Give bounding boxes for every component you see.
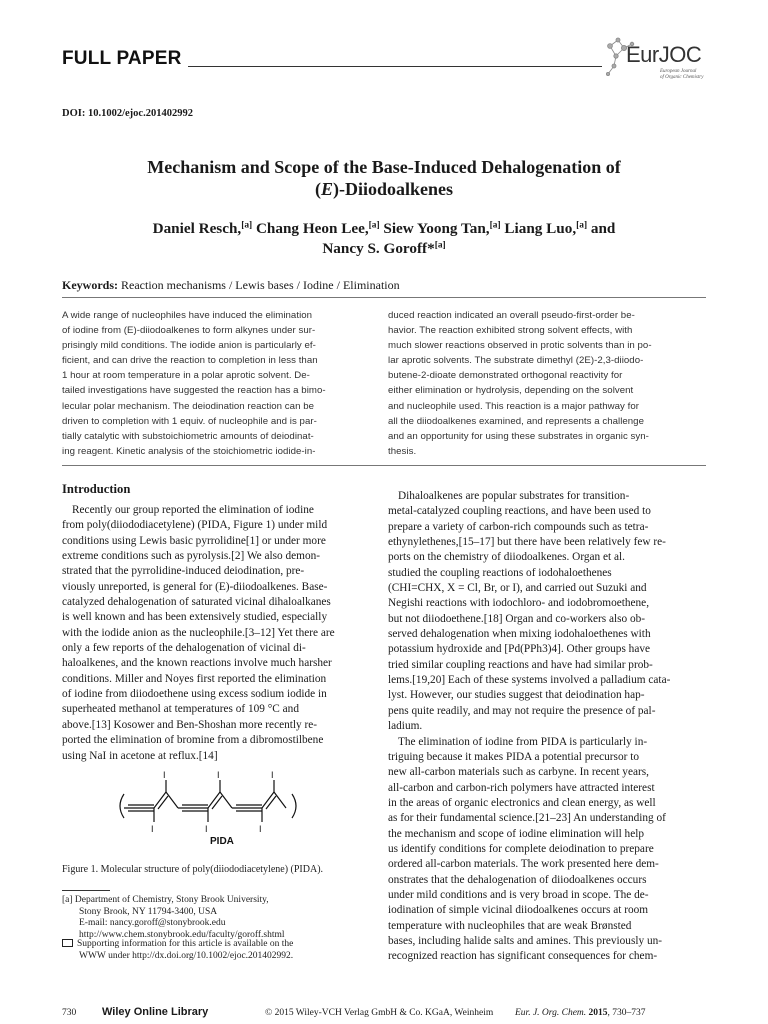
footnote-line: WWW under http://dx.doi.org/10.1002/ejoc.201402992. bbox=[79, 950, 294, 961]
abstract-line: 1 hour at room temperature in a polar aprotic solvent. De- bbox=[62, 370, 310, 382]
title-line bbox=[80, 178, 688, 200]
abstract-line: all the diiodoalkenes examined, and represents a challenge bbox=[388, 415, 644, 427]
body-line: Recently our group reported the elimination of iodine bbox=[72, 504, 314, 516]
body-line: lems.[19,20] Each of these systems involved a palladium cata- bbox=[388, 674, 671, 687]
header-rule bbox=[188, 66, 602, 67]
iodine-atom-label: I bbox=[205, 824, 208, 834]
body-line: extreme conditions such as pyrolysis.[2] We also demon- bbox=[62, 550, 321, 563]
abstract-line: ing reagent. Kinetic analysis of the stoichiometric iodide-in- bbox=[62, 445, 316, 457]
body-line: with the iodide anion as the nucleophile.[3–12] Yet there are bbox=[62, 626, 335, 639]
title-part-italic: E bbox=[320, 179, 333, 199]
journal-year: 2015 bbox=[588, 1008, 608, 1018]
body-line: the mechanism and scope of iodine elimination will help bbox=[388, 827, 645, 840]
body-line: conditions using Lewis basic pyrrolidine[1] or under more bbox=[62, 534, 326, 547]
body-line: ladium. bbox=[388, 720, 423, 733]
logo-subtitle bbox=[660, 69, 703, 81]
body-line: The elimination of iodine from PIDA is particularly in- bbox=[398, 735, 648, 748]
body-line: in the areas of organic electronics and clean energy, as well bbox=[388, 796, 656, 809]
body-line: but not diiodoethene.[18] Organ and co-workers also ob- bbox=[388, 612, 646, 625]
computer-icon bbox=[62, 939, 73, 947]
body-line: is well known and has been extensively studied, especially bbox=[62, 611, 328, 624]
abstract-line: prisingly mild conditions. The iodide anion is particularly ef- bbox=[62, 340, 316, 352]
left-bracket bbox=[120, 794, 124, 818]
body-line: triguing because it makes PIDA a potential precursor to bbox=[388, 750, 639, 763]
abstract-line: havior. The reaction exhibited strong solvent effects, with bbox=[388, 325, 633, 337]
body-line: under mild conditions and is very broad in scope. The de- bbox=[388, 888, 649, 901]
body-line: Dihaloalkenes are popular substrates for transition- bbox=[398, 490, 630, 502]
title-part: )-Diiodoalkenes bbox=[333, 179, 454, 199]
body-line: Negishi reactions with iodochloro- and iodobromoethene, bbox=[388, 597, 650, 610]
footnote-line: E-mail: nancy.goroff@stonybrook.edu bbox=[79, 918, 226, 929]
author-affiliation-marker: [a] bbox=[489, 220, 501, 231]
abstract-line: ficient, and can drive the reaction to completion in less than bbox=[62, 355, 318, 367]
polymer-backbone bbox=[120, 780, 296, 822]
body-line: temperature with nucleophiles that are weak Brønsted bbox=[388, 919, 632, 932]
iodine-atom-label: I bbox=[163, 770, 166, 780]
author-conjunction: and bbox=[590, 220, 616, 237]
wiley-online-library: Wiley Online Library bbox=[102, 1006, 209, 1018]
author-line bbox=[80, 239, 688, 259]
abstract-left-column bbox=[62, 308, 374, 459]
author-name: Chang Heon Lee, bbox=[255, 220, 369, 237]
body-left-column bbox=[62, 503, 374, 764]
abstract-line: much slower reactions observed in protic solvents than in po- bbox=[388, 340, 652, 352]
footnote-rule bbox=[62, 890, 110, 891]
body-line: metal-catalyzed coupling reactions, and have been used to bbox=[388, 505, 651, 518]
author-name: Nancy S. Goroff* bbox=[322, 240, 435, 257]
abstract-top-rule bbox=[62, 297, 706, 298]
footnote-text: Supporting information for this article is available on the bbox=[77, 939, 294, 949]
affiliation-footnote bbox=[62, 895, 378, 941]
journal-name: Eur. J. Org. Chem. bbox=[515, 1008, 587, 1018]
body-line: all-carbon and carbon-rich polymers have attracted interest bbox=[388, 781, 655, 794]
author-list bbox=[80, 219, 688, 259]
body-line: conditions. Miller and Noyes first reported the elimination bbox=[62, 672, 327, 685]
logo-subtitle-line: of Organic Chemistry bbox=[660, 75, 704, 80]
body-line: ports on the chemistry of diiodoalkenes. Organ et al. bbox=[388, 551, 625, 564]
body-line: new all-carbon materials such as carbyne. In recent years, bbox=[388, 766, 649, 779]
abstract-right-column bbox=[388, 308, 700, 459]
journal-citation bbox=[515, 1008, 646, 1018]
author-name: Daniel Resch, bbox=[152, 220, 242, 237]
body-line: lyst. However, our studies suggest that deiodination hap- bbox=[388, 689, 645, 702]
body-line: haloalkenes, and the known reactions involve much harsher bbox=[62, 657, 332, 670]
author-affiliation-marker: [a] bbox=[576, 220, 588, 231]
abstract-line: butene-2-dioate demonstrated orthogonal reactivity for bbox=[388, 370, 623, 382]
article-title bbox=[80, 156, 688, 200]
footnote-line bbox=[62, 895, 378, 907]
abstract-line: A wide range of nucleophiles have induced the elimination bbox=[62, 310, 313, 321]
keywords-text: Reaction mechanisms / Lewis bases / Iodine / Elimination bbox=[121, 278, 400, 292]
body-line: potassium hydroxide and [Pd(PPh3)4]. Other groups have bbox=[388, 643, 650, 656]
journal-logo bbox=[602, 30, 714, 88]
body-right-column bbox=[388, 489, 700, 965]
footnote-line bbox=[62, 939, 378, 951]
title-line: Mechanism and Scope of the Base-Induced Dehalogenation of bbox=[147, 157, 621, 177]
author-affiliation-marker: [a] bbox=[434, 240, 446, 251]
section-label: FULL PAPER bbox=[62, 48, 182, 69]
abstract-line: either elimination or hydrolysis, depending on the solvent bbox=[388, 385, 634, 397]
body-line: superheated methanol at temperatures of 109 °C and bbox=[62, 703, 299, 716]
iodine-atom-label: I bbox=[259, 824, 262, 834]
body-line: strated that the pyrrolidine-induced deiodination, pre- bbox=[62, 565, 305, 578]
body-line: recognized reaction has significant consequences for chem- bbox=[388, 950, 658, 963]
keywords-label: Keywords: bbox=[62, 278, 118, 292]
keywords bbox=[62, 278, 400, 293]
body-line: prepare a variety of carbon-rich compounds such as tetra- bbox=[388, 520, 649, 533]
journal-pages: , 730–737 bbox=[607, 1008, 646, 1018]
pida-label: PIDA bbox=[210, 836, 234, 846]
page-number: 730 bbox=[62, 1008, 77, 1018]
abstract-line: tially catalytic with substoichiometric amounts of deiodinat- bbox=[62, 430, 314, 442]
body-line: studied the coupling reactions of iodohaloethenes bbox=[388, 566, 612, 579]
abstract-bottom-rule bbox=[62, 465, 706, 466]
body-line: only a few reports of the dehalogenation of vicinal di- bbox=[62, 642, 306, 655]
author-affiliation-marker: [a] bbox=[368, 220, 380, 231]
copyright: © 2015 Wiley-VCH Verlag GmbH & Co. KGaA, Weinheim bbox=[265, 1008, 494, 1018]
iodine-atom-label: I bbox=[151, 824, 154, 834]
abstract-line: and an opportunity for using these substrates in organic syn- bbox=[388, 430, 649, 442]
figure-caption: Figure 1. Molecular structure of poly(diiododiacetylene) (PIDA). bbox=[62, 864, 324, 875]
pida-structure-figure bbox=[110, 770, 330, 846]
footnote-text: Department of Chemistry, Stony Brook University, bbox=[74, 895, 269, 905]
logo-wordmark: EurJOC bbox=[626, 42, 702, 67]
author-affiliation-marker: [a] bbox=[241, 220, 253, 231]
author-name: Siew Yoong Tan, bbox=[383, 220, 490, 237]
body-line: iodination of simple vicinal diiodoalkenes occurs at room bbox=[388, 904, 649, 917]
title-part: ( bbox=[314, 179, 321, 199]
body-line: onstrates that the dehalogenation of diiodoalkenes occurs bbox=[388, 873, 647, 886]
body-line: viously unreported, is general for (E)-diiodoalkenes. Base- bbox=[62, 580, 328, 593]
body-line: (CHI=CHX, X = Cl, Br, or I), and carried out Suzuki and bbox=[388, 582, 647, 595]
body-line: tried similar coupling reactions and have had similar prob- bbox=[388, 658, 653, 671]
abstract-line: driven to completion with 1 equiv. of nucleophile and is par- bbox=[62, 415, 317, 427]
author-name: Liang Luo, bbox=[504, 220, 577, 237]
body-line: us identify conditions for complete deiodination to prepare bbox=[388, 842, 654, 855]
section-heading: Introduction bbox=[62, 482, 131, 496]
right-bracket bbox=[292, 794, 296, 818]
logo-subtitle-line: European Journal bbox=[660, 69, 697, 74]
iodine-atom-label: I bbox=[217, 770, 220, 780]
abstract-line: thesis. bbox=[388, 445, 417, 457]
abstract-line: tailed investigations have suggested the reaction has a bimo- bbox=[62, 385, 326, 397]
abstract-line: and nucleophile used. This reaction is a major pathway for bbox=[388, 400, 639, 412]
body-line: served dehalogenation when mixing iodohaloethenes with bbox=[388, 628, 651, 641]
body-line: ported the elimination of bromine from a dibromostilbene bbox=[62, 734, 324, 747]
doi: DOI: 10.1002/ejoc.201402992 bbox=[62, 108, 193, 119]
body-line: using NaI in acetone at reflux.[14] bbox=[62, 749, 218, 762]
body-line: bases, including halide salts and amines. This previously un- bbox=[388, 934, 663, 947]
footnote-line: http://www.chem.stonybrook.edu/faculty/goroff.shtml bbox=[79, 929, 285, 940]
author-line bbox=[80, 219, 688, 239]
footnote-line: Stony Brook, NY 11794-3400, USA bbox=[79, 906, 218, 917]
body-line: pens quite readily, and may not require the presence of pal- bbox=[388, 704, 656, 717]
supporting-info-footnote bbox=[62, 939, 378, 962]
abstract-line: duced reaction indicated an overall pseudo-first-order be- bbox=[388, 310, 635, 321]
body-line: of iodine from diiodoethene using excess sodium iodide in bbox=[62, 688, 327, 701]
body-line: ethynylethenes,[15–17] but there have been relatively few re- bbox=[388, 536, 666, 549]
body-line: as for their fundamental science.[21–23] An understanding of bbox=[388, 812, 666, 825]
abstract-line: lar aprotic solvents. The substrate dimethyl (2E)-2,3-diiodo- bbox=[388, 355, 644, 367]
body-line: ordered all-carbon materials. The work presented here dem- bbox=[388, 858, 659, 871]
body-line: above.[13] Kosower and Ben-Shoshan more recently re- bbox=[62, 718, 318, 731]
footnote-marker: [a] bbox=[62, 895, 73, 905]
iodine-atom-label: I bbox=[271, 770, 274, 780]
abstract-line: of iodine from (E)-diiodoalkenes to form alkynes under sur- bbox=[62, 325, 316, 337]
abstract-line: lecular polar mechanism. The deiodination reaction can be bbox=[62, 400, 314, 412]
body-line: from poly(diiododiacetylene) (PIDA, Figure 1) under mild bbox=[62, 519, 328, 532]
body-line: catalyzed dehalogenation of saturated vicinal dihaloalkanes bbox=[62, 596, 331, 609]
